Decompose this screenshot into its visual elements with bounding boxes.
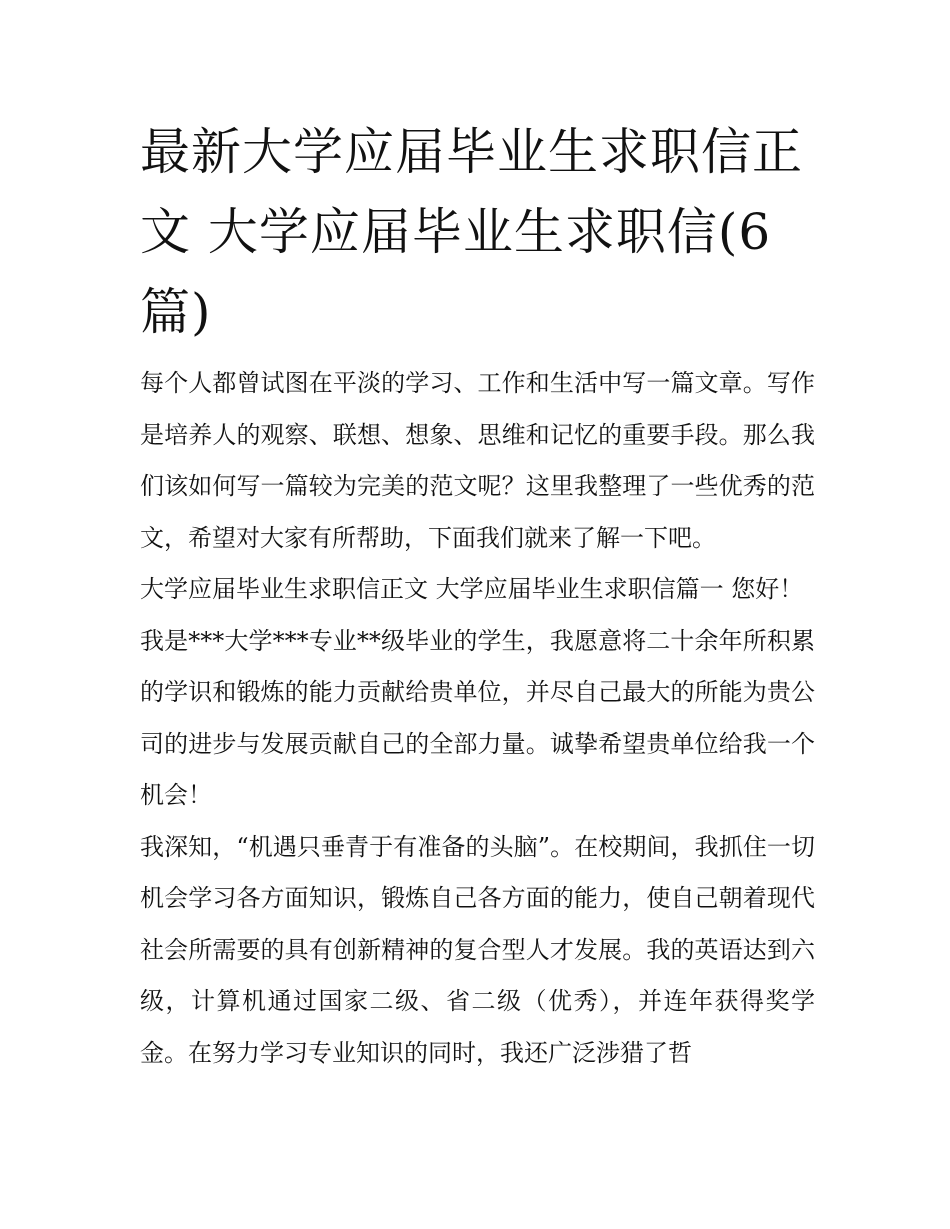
paragraph-qualifications: 我深知，“机遇只垂青于有准备的头脑”。在校期间，我抓住一切机会学习各方面知识，锻炼自己各方面的能力，使自己朝着现代社会所需要的具有创新精神的复合型人才发展。我的英语达到六级，计算机通过国家二级、省二级（优秀），并连年获得奖学金。在努力学习专业知识的同时，我还广泛涉猎了哲 bbox=[140, 832, 815, 1067]
paragraph-self-introduction: 我是***大学***专业**级毕业的学生，我愿意将二十余年所积累的学识和锻炼的能力贡献给贵单位，并尽自己最大的所能为贵公司的进步与发展贡献自己的全部力量。诚挚希望贵单位给我一个机会！ bbox=[140, 626, 815, 809]
paragraph-intro: 每个人都曾试图在平淡的学习、工作和生活中写一篇文章。写作是培养人的观察、联想、想象、思维和记忆的重要手段。那么我们该如何写一篇较为完美的范文呢？这里我整理了一些优秀的范文，希望对大家有所帮助，下面我们就来了解一下吧。 bbox=[140, 369, 815, 552]
document-body bbox=[140, 358, 815, 1079]
document-title: 最新大学应届毕业生求职信正文 大学应届毕业生求职信(6篇) bbox=[140, 123, 803, 341]
paragraph-greeting: 大学应届毕业生求职信正文 大学应届毕业生求职信篇一 您好！ bbox=[140, 575, 804, 603]
